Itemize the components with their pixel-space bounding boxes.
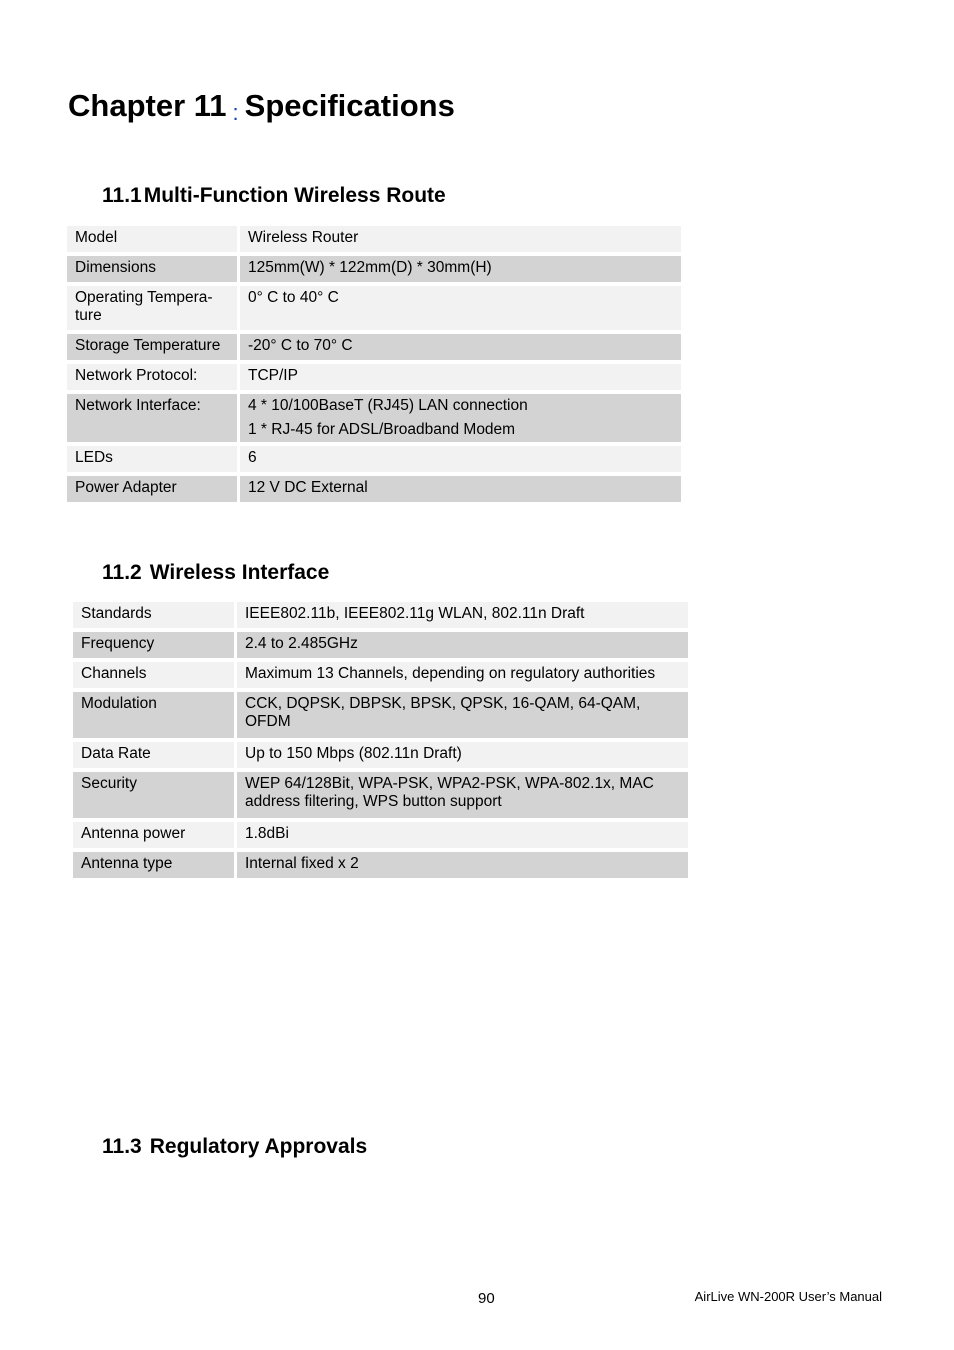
- table-row: [73, 822, 688, 848]
- spec-value-line: 1 * RJ-45 for ADSL/Broadband Modem: [248, 421, 516, 438]
- section-heading: Wireless Interface: [149, 561, 330, 584]
- spec-value-line: CCK, DQPSK, DBPSK, BPSK, QPSK, 16-QAM, 64-QAM, OFDM: [245, 695, 641, 730]
- spec-value: [240, 256, 681, 282]
- spec-value-line: IEEE802.11b, IEEE802.11g WLAN, 802.11n Draft: [245, 605, 585, 622]
- page-number: 90: [478, 1290, 495, 1307]
- section-heading: Multi-Function Wireless Route: [143, 184, 446, 207]
- spec-label: Data Rate: [73, 742, 234, 768]
- table-row: [67, 446, 681, 472]
- spec-label: Modulation: [73, 692, 234, 738]
- spec-label: Network Interface:: [67, 394, 237, 442]
- spec-value-line: Internal fixed x 2: [245, 855, 359, 872]
- table-row: [73, 742, 688, 768]
- spec-value: [240, 334, 681, 360]
- table-row: [73, 602, 688, 628]
- spec-label: Antenna power: [73, 822, 234, 848]
- chapter-label: Chapter 11: [68, 88, 227, 123]
- spec-label: Standards: [73, 602, 234, 628]
- chapter-title: [68, 88, 455, 124]
- spec-value: [237, 742, 688, 768]
- spec-value: [237, 602, 688, 628]
- spec-label: Operating Tempera- ture: [67, 286, 237, 330]
- chapter-separator: :: [232, 100, 239, 125]
- spec-value: [240, 394, 681, 442]
- spec-value-line: WEP 64/128Bit, WPA-PSK, WPA2-PSK, WPA-802.1x, MAC address filtering, WPS button support: [245, 775, 654, 810]
- spec-value: [237, 662, 688, 688]
- spec-value-line: TCP/IP: [248, 367, 298, 384]
- spec-value-line: 12 V DC External: [248, 479, 368, 496]
- spec-value: [240, 226, 681, 252]
- spec-value-line: Wireless Router: [248, 229, 359, 246]
- spec-label: Channels: [73, 662, 234, 688]
- spec-value: [237, 692, 688, 738]
- section-title-11-2: [102, 561, 329, 585]
- spec-value-line: 2.4 to 2.485GHz: [245, 635, 358, 652]
- table-row: [73, 662, 688, 688]
- table-row: [67, 226, 681, 252]
- footer-manual-title: AirLive WN-200R User’s Manual: [694, 1289, 882, 1304]
- section-title-11-3: [102, 1135, 367, 1159]
- spec-value-line: 4 * 10/100BaseT (RJ45) LAN connection: [248, 397, 528, 414]
- spec-label: Dimensions: [67, 256, 237, 282]
- chapter-name: Specifications: [244, 88, 455, 123]
- table-row: [67, 334, 681, 360]
- router-spec-table: [64, 222, 684, 506]
- table-row: [73, 632, 688, 658]
- spec-label: Power Adapter: [67, 476, 237, 502]
- section-number: 11.2: [102, 561, 142, 584]
- spec-label: Model: [67, 226, 237, 252]
- section-heading: Regulatory Approvals: [149, 1135, 368, 1158]
- spec-value-line: 1.8dBi: [245, 825, 289, 842]
- spec-value: [237, 632, 688, 658]
- table-row: [67, 394, 681, 442]
- section-title-11-1: [102, 184, 446, 208]
- table-row: [67, 476, 681, 502]
- spec-value: [240, 364, 681, 390]
- spec-value-line: -20° C to 70° C: [248, 337, 353, 354]
- spec-label: Security: [73, 772, 234, 818]
- section-number: 11.1: [102, 184, 142, 207]
- table-row: [67, 256, 681, 282]
- spec-value: [237, 822, 688, 848]
- spec-label: Antenna type: [73, 852, 234, 878]
- spec-value-line: Up to 150 Mbps (802.11n Draft): [245, 745, 462, 762]
- spec-value: [240, 286, 681, 330]
- spec-value-line: 125mm(W) * 122mm(D) * 30mm(H): [248, 259, 492, 276]
- spec-value-line: 0° C to 40° C: [248, 289, 339, 306]
- spec-value: [240, 446, 681, 472]
- wireless-spec-table: [70, 598, 691, 882]
- spec-label: LEDs: [67, 446, 237, 472]
- spec-value: [237, 772, 688, 818]
- table-row: [73, 852, 688, 878]
- spec-label: Network Protocol:: [67, 364, 237, 390]
- spec-value: [237, 852, 688, 878]
- spec-label: Frequency: [73, 632, 234, 658]
- table-row: [73, 772, 688, 818]
- table-row: [67, 364, 681, 390]
- spec-label: Storage Temperature: [67, 334, 237, 360]
- spec-value-line: Maximum 13 Channels, depending on regulatory authorities: [245, 665, 656, 682]
- spec-value: [240, 476, 681, 502]
- table-row: [73, 692, 688, 738]
- table-row: [67, 286, 681, 330]
- spec-value-line: 6: [248, 449, 257, 466]
- section-number: 11.3: [102, 1135, 142, 1158]
